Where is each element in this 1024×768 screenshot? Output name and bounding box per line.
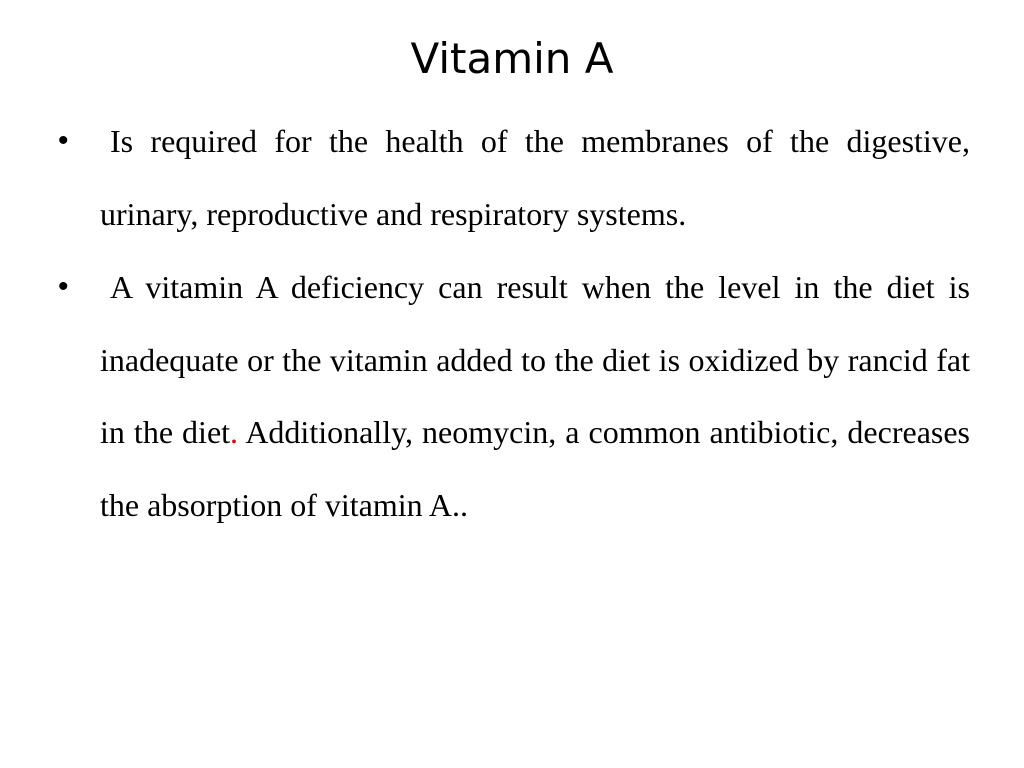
bullet-item-deficiency xyxy=(56,251,970,541)
accent-period: . xyxy=(230,414,239,450)
bullet-item-membranes xyxy=(56,105,970,250)
bullet-list xyxy=(56,105,970,542)
bullet-text-after-accent: Additionally, neomycin, a common antibiotic, decreases the absorption of vitamin A.. xyxy=(100,414,971,523)
bullet-text-content: Is required for the health of the membranes of the digestive, urinary, reproductive and respiratory systems. xyxy=(100,123,970,232)
bullet-icon: • xyxy=(58,124,69,157)
slide-title: Vitamin A xyxy=(410,34,614,83)
bullet-text xyxy=(100,269,970,523)
bullet-text-before-accent: A vitamin A deficiency can result when the level in the diet is inadequate or the vitamin added to the diet is oxidized by rancid fat in the diet xyxy=(100,269,970,450)
bullet-icon: • xyxy=(58,270,69,303)
bullet-text xyxy=(100,123,970,232)
